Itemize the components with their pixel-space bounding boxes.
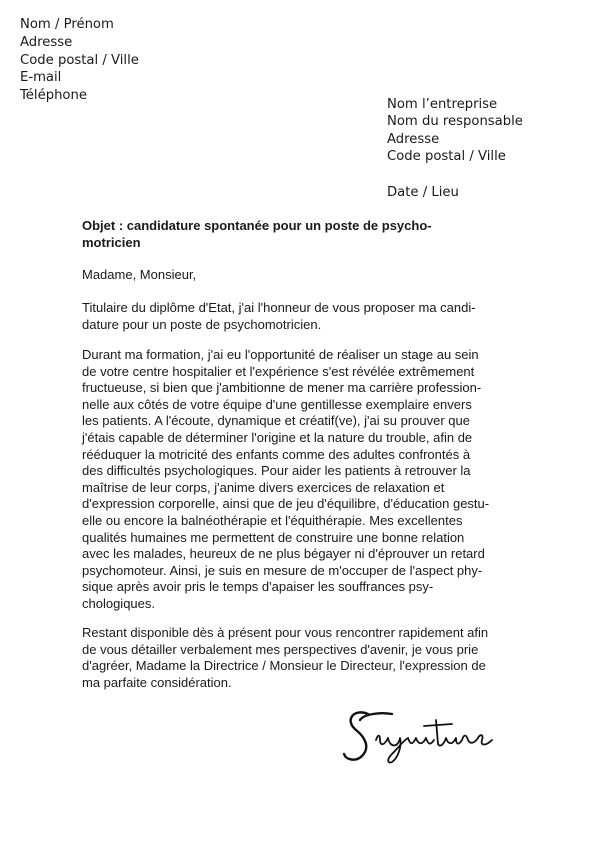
paragraph-line: Durant ma formation, j'ai eu l'opportunité de réaliser un stage au sein — [82, 347, 479, 362]
paragraph-line: dature pour un poste de psychomotricien. — [82, 316, 322, 332]
paragraph-intro — [82, 300, 500, 333]
paragraph-line: les patients. A l'écoute, dynamique et créatif(ve), j'ai su prouver que — [82, 413, 470, 429]
sender-block — [20, 16, 139, 105]
paragraph-line: sique après avoir pris le temps d'apaiser les souffrances psy- — [82, 579, 434, 595]
sender-city: Code postal / Ville — [20, 52, 139, 68]
paragraph-line: fructueuse, si bien que j'ambitionne de mener ma carrière profession- — [82, 380, 482, 396]
paragraph-closing — [82, 625, 500, 691]
paragraph-line: maîtrise de leur corps, j'anime divers exercices de relaxation et — [82, 479, 445, 495]
paragraph-line: d'expression corporelle, ainsi que de jeu d'équilibre, d'éducation gestu- — [82, 496, 490, 512]
paragraph-line: ma parfaite considération. — [82, 674, 232, 690]
paragraph-line: chologiques. — [82, 595, 155, 611]
recipient-block — [387, 96, 523, 166]
sender-address: Adresse — [20, 34, 73, 50]
subject-text-line: motricien — [82, 234, 141, 250]
sender-name: Nom / Prénom — [20, 17, 114, 32]
recipient-city: Code postal / Ville — [387, 149, 506, 165]
date-place: Date / Lieu — [387, 185, 459, 200]
paragraph-line: Restant disponible dès à présent pour vous rencontrer rapidement afin — [82, 625, 489, 640]
paragraph-line: de votre centre hospitalier et l'expérience s'est révélée extrêmement — [82, 363, 475, 379]
subject-line — [82, 218, 500, 251]
paragraph-line: de vous détailler verbalement mes perspectives d'avenir, je vous prie — [82, 641, 479, 657]
salutation: Madame, Monsieur, — [82, 267, 197, 282]
handwritten-signature — [340, 700, 500, 770]
paragraph-line: Titulaire du diplôme d'Etat, j'ai l'honneur de vous proposer ma candi- — [82, 300, 476, 315]
paragraph-line: j'étais capable de déterminer l'origine et la nature du trouble, afin de — [82, 429, 473, 445]
paragraph-line: qualités humaines me permettent de construire une bonne relation — [82, 529, 465, 545]
paragraph-line: avec les malades, heureux de ne plus bégayer ni d'éprouver un retard — [82, 546, 485, 562]
paragraph-line: rééduquer la motricité des enfants comme des adultes confrontés à — [82, 446, 471, 462]
recipient-company: Nom l’entreprise — [387, 97, 498, 112]
sender-phone: Téléphone — [20, 88, 87, 104]
subject-text-line: Objet : candidature spontanée pour un poste de psycho- — [82, 218, 432, 233]
recipient-manager: Nom du responsable — [387, 114, 523, 130]
paragraph-line: nelle aux côtés de votre équipe d'une gentillesse exemplaire envers — [82, 396, 472, 412]
paragraph-line: elle ou encore la balnéothérapie et l'équithérapie. Mes excellentes — [82, 512, 463, 528]
paragraph-line: des difficultés psychologiques. Pour aider les patients à retrouver la — [82, 463, 471, 479]
sender-email: E-mail — [20, 70, 62, 86]
recipient-address: Adresse — [387, 131, 440, 147]
paragraph-line: psychomoteur. Ainsi, je suis en mesure de m'occuper de l'aspect phy- — [82, 562, 483, 578]
paragraph-experience — [82, 347, 500, 613]
paragraph-line: d'agréer, Madame la Directrice / Monsieur le Directeur, l'expression de — [82, 658, 486, 674]
